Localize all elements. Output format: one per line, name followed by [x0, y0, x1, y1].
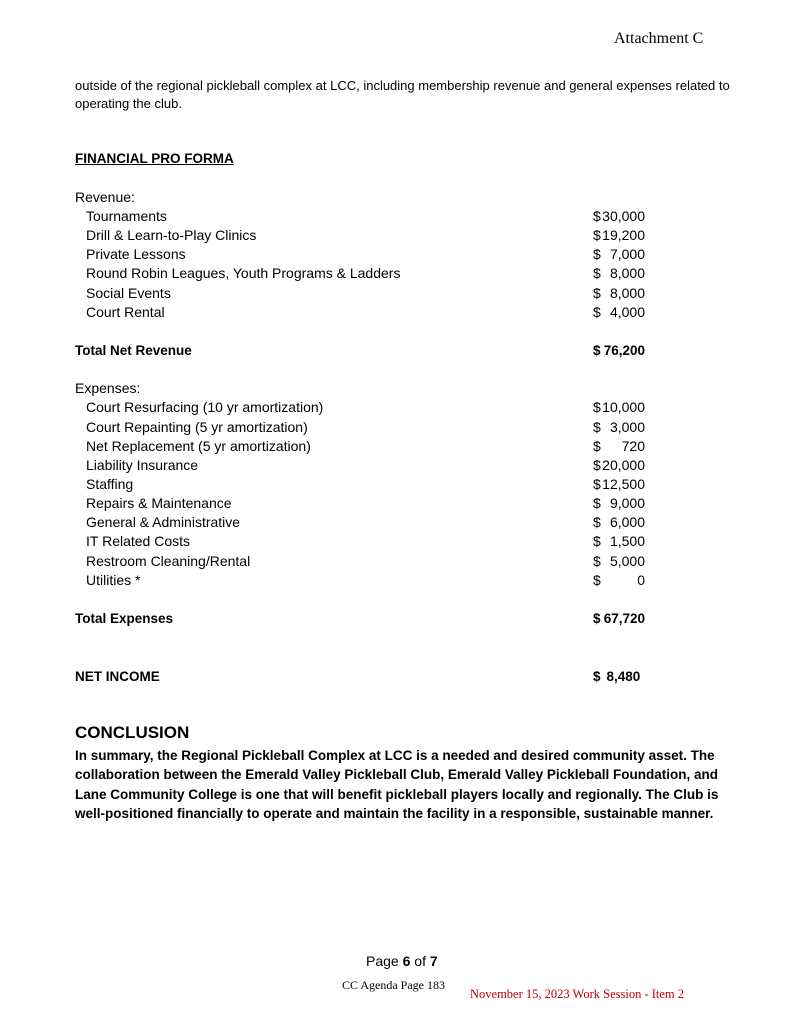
currency-symbol: $: [593, 669, 601, 684]
amount-value: 30,000: [602, 208, 645, 224]
line-item-label: General & Administrative: [86, 514, 241, 530]
page-of: of: [414, 953, 426, 969]
conclusion-heading: CONCLUSION: [75, 723, 190, 742]
line-item-amount: [593, 398, 645, 417]
expense-row: [75, 532, 645, 551]
expense-row: [75, 418, 645, 437]
currency-symbol: $: [593, 457, 601, 473]
line-item-label: Tournaments: [86, 208, 167, 224]
currency-symbol: $: [593, 304, 601, 320]
line-item-label: Repairs & Maintenance: [86, 495, 232, 511]
attachment-label: Attachment C: [614, 30, 704, 47]
expense-row: [75, 552, 645, 571]
currency-symbol: $: [593, 227, 601, 243]
expenses-label: Expenses:: [75, 380, 141, 396]
total-revenue-row: [75, 341, 645, 360]
currency-symbol: $: [593, 553, 601, 569]
amount-value: 12,500: [602, 476, 645, 492]
line-item-label: IT Related Costs: [86, 533, 191, 549]
line-item-label: Utilities *: [86, 572, 141, 588]
pro-forma-heading: FINANCIAL PRO FORMA: [75, 151, 234, 166]
expense-row: [75, 475, 645, 494]
agenda-page-label: CC Agenda Page 183: [342, 978, 445, 992]
line-item-amount: [593, 226, 645, 245]
amount-value: 67,720: [603, 611, 645, 626]
line-item-amount: [593, 284, 645, 303]
expense-row: [75, 456, 645, 475]
amount-value: 9,000: [609, 495, 645, 511]
amount-value: 5,000: [609, 553, 645, 569]
amount-value: 3,000: [609, 419, 645, 435]
currency-symbol: $: [593, 438, 601, 454]
line-item-label: Court Rental: [86, 304, 165, 320]
revenue-row: [75, 226, 645, 245]
page-current: 6: [402, 953, 411, 969]
expense-row: [75, 398, 645, 417]
currency-symbol: $: [593, 419, 601, 435]
amount-value: 8,480: [606, 669, 641, 684]
expense-row: [75, 494, 645, 513]
line-item-amount: [593, 418, 645, 437]
line-item-amount: [593, 303, 645, 322]
expense-row: [75, 513, 645, 532]
line-item-amount: [593, 437, 645, 456]
line-item-amount: [593, 571, 645, 590]
revenue-row: [75, 264, 645, 283]
currency-symbol: $: [593, 533, 601, 549]
amount-value: 76,200: [603, 343, 645, 358]
currency-symbol: $: [593, 285, 601, 301]
amount-value: 6,000: [609, 514, 645, 530]
amount-value: 0: [637, 572, 645, 588]
currency-symbol: $: [593, 495, 601, 511]
net-income-amount: [593, 667, 645, 686]
currency-symbol: $: [593, 399, 601, 415]
intro-paragraph: outside of the regional pickleball complex at LCC, including membership revenue and general expenses related to operating the club.: [75, 78, 730, 111]
currency-symbol: $: [593, 246, 601, 262]
line-item-label: Net Replacement (5 yr amortization): [86, 438, 311, 454]
line-item-amount: [593, 456, 645, 475]
conclusion-paragraph: In summary, the Regional Pickleball Complex at LCC is a needed and desired community asset. The collaboration between the Emerald Valley Pickleball Club, Emerald Valley Pickleball Foundation, and Lane Community College is one that will benefit pickleball players locally and regionally. The Club is well-positioned financially to operate and maintain the facility in a responsible, sustainable manner.: [75, 748, 719, 822]
line-item-amount: [593, 264, 645, 283]
amount-value: 10,000: [602, 399, 645, 415]
amount-value: 7,000: [609, 246, 645, 262]
line-item-label: Restroom Cleaning/Rental: [86, 553, 251, 569]
line-item-label: Liability Insurance: [86, 457, 199, 473]
revenue-row: [75, 207, 645, 226]
line-item-label: Court Repainting (5 yr amortization): [86, 419, 308, 435]
revenue-row: [75, 303, 645, 322]
page-number: [366, 953, 438, 969]
currency-symbol: $: [593, 265, 601, 281]
amount-value: 4,000: [609, 304, 645, 320]
line-item-amount: [593, 494, 645, 513]
line-item-label: Private Lessons: [86, 246, 186, 262]
line-item-amount: [593, 513, 645, 532]
amount-value: 1,500: [609, 533, 645, 549]
net-income-row: [75, 667, 645, 686]
total-expenses-label: Total Expenses: [75, 611, 174, 626]
currency-symbol: $: [593, 572, 601, 588]
amount-value: 8,000: [609, 285, 645, 301]
amount-value: 720: [621, 438, 645, 454]
amount-value: 8,000: [609, 265, 645, 281]
expense-row: [75, 571, 645, 590]
line-item-label: Court Resurfacing (10 yr amortization): [86, 399, 324, 415]
line-item-amount: [593, 532, 645, 551]
expenses-section-label: [75, 379, 645, 398]
line-item-amount: [593, 475, 645, 494]
amount-value: 19,200: [602, 227, 645, 243]
currency-symbol: $: [593, 343, 601, 358]
total-expenses-row: [75, 609, 645, 628]
work-session-label: November 15, 2023 Work Session - Item 2: [470, 987, 685, 1001]
line-item-label: Round Robin Leagues, Youth Programs & Ladders: [86, 265, 401, 281]
currency-symbol: $: [593, 611, 601, 626]
revenue-row: [75, 284, 645, 303]
revenue-section-label: [75, 188, 645, 207]
line-item-label: Staffing: [86, 476, 134, 492]
expense-row: [75, 437, 645, 456]
line-item-label: Social Events: [86, 285, 171, 301]
line-item-amount: [593, 552, 645, 571]
currency-symbol: $: [593, 476, 601, 492]
page-word: Page: [366, 953, 399, 969]
revenue-row: [75, 245, 645, 264]
line-item-amount: [593, 207, 645, 226]
currency-symbol: $: [593, 514, 601, 530]
total-expenses-amount: [593, 609, 645, 628]
amount-value: 20,000: [602, 457, 645, 473]
total-revenue-amount: [593, 341, 645, 360]
total-revenue-label: Total Net Revenue: [75, 343, 192, 358]
currency-symbol: $: [593, 208, 601, 224]
page-total: 7: [429, 953, 438, 969]
net-income-label: NET INCOME: [75, 669, 160, 684]
revenue-label: Revenue:: [75, 189, 135, 205]
line-item-amount: [593, 245, 645, 264]
line-item-label: Drill & Learn-to-Play Clinics: [86, 227, 257, 243]
